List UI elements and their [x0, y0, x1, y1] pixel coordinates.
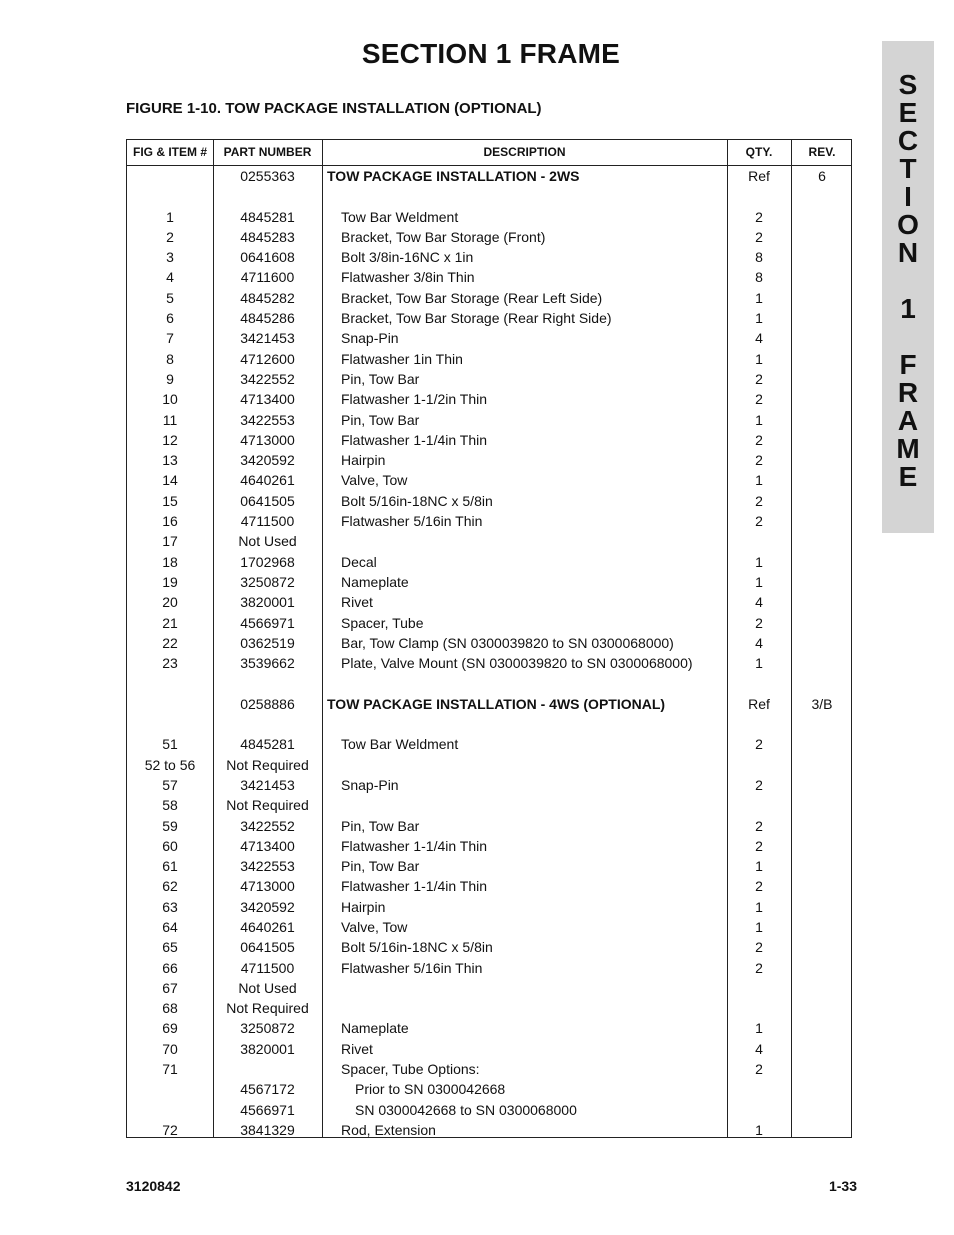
cell-part-number: 4640261	[240, 918, 295, 935]
cell-part-number: 3250872	[240, 1020, 295, 1037]
cell-qty: 1	[755, 1020, 763, 1037]
side-tab-char: C	[897, 125, 919, 156]
cell-description: Flatwasher 3/8in Thin	[341, 269, 475, 286]
cell-fig-item: 60	[162, 837, 178, 854]
header-rev: REV.	[808, 145, 836, 159]
table-row	[127, 876, 851, 896]
cell-fig-item: 3	[166, 249, 174, 266]
cell-qty: 4	[755, 634, 763, 651]
table-row	[127, 470, 851, 490]
table-row	[127, 328, 851, 348]
table-row	[127, 572, 851, 592]
table-row	[127, 288, 851, 308]
cell-fig-item: 62	[162, 878, 178, 895]
side-tab-char: S	[898, 69, 918, 100]
cell-part-number: 3539662	[240, 655, 295, 672]
side-tab-char	[882, 323, 934, 351]
cell-part-number: 4845281	[240, 736, 295, 753]
cell-qty: 2	[755, 452, 763, 469]
cell-fig-item: 2	[166, 228, 174, 245]
cell-part-number: 3421453	[240, 776, 295, 793]
cell-description: Flatwasher 1-1/4in Thin	[341, 431, 488, 448]
cell-part-number: 3422553	[240, 858, 295, 875]
cell-part-number: 4711500	[240, 513, 295, 530]
cell-fig-item: 9	[166, 370, 174, 387]
table-row	[127, 450, 851, 470]
cell-description: Snap-Pin	[341, 330, 399, 347]
cell-fig-item: 7	[166, 330, 174, 347]
cell-description: Flatwasher 1-1/4in Thin	[341, 837, 488, 854]
cell-part-number: 0362519	[240, 634, 295, 651]
cell-description: Pin, Tow Bar	[341, 858, 420, 875]
cell-fig-item: 10	[162, 391, 178, 408]
cell-part-number: 4566971	[240, 1101, 295, 1118]
cell-qty: 2	[755, 776, 763, 793]
cell-fig-item: 72	[162, 1121, 178, 1138]
header-description: DESCRIPTION	[483, 145, 566, 159]
cell-fig-item: 67	[162, 979, 178, 996]
cell-description: Flatwasher 1in Thin	[341, 350, 463, 367]
cell-description: Pin, Tow Bar	[341, 411, 420, 428]
cell-fig-item: 19	[162, 573, 178, 590]
table-row	[127, 1120, 851, 1140]
section-title: SECTION 1 FRAME	[361, 38, 621, 69]
cell-qty: 1	[755, 553, 763, 570]
header-part-number: PART NUMBER	[223, 145, 312, 159]
section-side-tab	[882, 41, 934, 533]
cell-fig-item: 17	[162, 533, 178, 550]
side-tab-char: 1	[900, 293, 916, 324]
cell-qty: 2	[755, 228, 763, 245]
cell-part-number: 4713000	[240, 431, 295, 448]
table-row	[127, 227, 851, 247]
cell-description: Valve, Tow	[341, 918, 408, 935]
cell-qty: 2	[755, 959, 763, 976]
cell-qty: 8	[755, 249, 763, 266]
cell-qty: 2	[755, 939, 763, 956]
table-row	[127, 755, 851, 775]
table-row	[127, 166, 851, 186]
table-row	[127, 511, 851, 531]
side-tab-char: F	[899, 349, 917, 380]
document-number: 3120842	[126, 1178, 181, 1194]
table-row	[127, 998, 851, 1018]
cell-description: Prior to SN 0300042668	[355, 1081, 506, 1098]
cell-description: Spacer, Tube Options:	[341, 1061, 480, 1078]
cell-qty: 1	[755, 411, 763, 428]
cell-qty: 2	[755, 817, 763, 834]
cell-fig-item: 71	[162, 1061, 178, 1078]
cell-fig-item: 65	[162, 939, 178, 956]
cell-description: Tow Bar Weldment	[341, 736, 459, 753]
cell-fig-item: 63	[162, 898, 178, 915]
cell-part-number: 4567172	[240, 1081, 295, 1098]
cell-part-number: 3250872	[240, 573, 295, 590]
cell-qty: 8	[755, 269, 763, 286]
cell-qty: 1	[755, 898, 763, 915]
cell-fig-item: 64	[162, 918, 178, 935]
side-tab-char: N	[897, 237, 919, 268]
cell-qty: 1	[755, 472, 763, 489]
table-row	[127, 897, 851, 917]
cell-qty: 1	[755, 655, 763, 672]
cell-description: Bar, Tow Clamp (SN 0300039820 to SN 0300068000)	[341, 634, 674, 651]
cell-description: Decal	[341, 553, 377, 570]
side-tab-char: R	[897, 377, 919, 408]
table-row	[127, 1018, 851, 1038]
cell-part-number: 4713400	[240, 837, 295, 854]
cell-qty: 2	[755, 370, 763, 387]
table-row	[127, 491, 851, 511]
cell-qty: 4	[755, 330, 763, 347]
cell-part-number: Not Required	[226, 797, 309, 814]
side-tab-char: A	[897, 405, 919, 436]
cell-fig-item: 57	[162, 776, 178, 793]
cell-fig-item: 4	[166, 269, 174, 286]
cell-qty: 2	[755, 492, 763, 509]
side-tab-char: M	[896, 433, 920, 464]
cell-description: Pin, Tow Bar	[341, 370, 420, 387]
cell-qty: 2	[755, 513, 763, 530]
cell-fig-item: 5	[166, 289, 174, 306]
cell-qty: 2	[755, 614, 763, 631]
cell-part-number: 4845286	[240, 310, 295, 327]
cell-fig-item: 18	[162, 553, 178, 570]
cell-description: Hairpin	[341, 898, 386, 915]
table-row	[127, 410, 851, 430]
table-row	[127, 552, 851, 572]
table-header-row	[127, 140, 851, 166]
cell-qty: 1	[755, 1121, 763, 1138]
table-row	[127, 308, 851, 328]
cell-part-number: Not Used	[238, 979, 297, 996]
cell-part-number: Not Used	[238, 533, 297, 550]
table-row	[127, 592, 851, 612]
cell-part-number: 4711500	[240, 959, 295, 976]
table-row	[127, 917, 851, 937]
cell-qty: 1	[755, 289, 763, 306]
cell-fig-item: 68	[162, 1000, 178, 1017]
side-tab-text	[882, 71, 934, 491]
table-row	[127, 389, 851, 409]
table-row	[127, 734, 851, 754]
table-row	[127, 694, 851, 714]
cell-qty: 2	[755, 736, 763, 753]
cell-fig-item: 15	[162, 492, 178, 509]
side-tab-char: T	[899, 153, 917, 184]
cell-part-number: 4566971	[240, 614, 295, 631]
cell-part-number: 0255363	[240, 168, 295, 184]
table-row	[127, 795, 851, 815]
cell-qty: 2	[755, 878, 763, 895]
cell-part-number: Not Required	[226, 1000, 309, 1017]
cell-qty: 2	[755, 431, 763, 448]
table-body	[127, 166, 851, 1140]
cell-part-number: 3422552	[240, 817, 295, 834]
cell-part-number: 3422553	[240, 411, 295, 428]
cell-description: Valve, Tow	[341, 472, 408, 489]
cell-qty: 1	[755, 858, 763, 875]
cell-part-number: 0641505	[240, 939, 295, 956]
table-row	[127, 1079, 851, 1099]
table-row	[127, 653, 851, 673]
cell-description: SN 0300042668 to SN 0300068000	[355, 1101, 577, 1118]
side-tab-char	[882, 267, 934, 295]
cell-qty: Ref	[748, 168, 770, 184]
cell-part-number: 3421453	[240, 330, 295, 347]
cell-qty: 4	[755, 1040, 763, 1057]
cell-fig-item: 6	[166, 310, 174, 327]
cell-qty: 2	[755, 1061, 763, 1078]
table-row	[127, 937, 851, 957]
cell-part-number: 3841329	[240, 1121, 295, 1138]
cell-fig-item: 16	[162, 513, 178, 530]
cell-qty: 2	[755, 208, 763, 225]
table-row	[127, 836, 851, 856]
table-row	[127, 531, 851, 551]
cell-description: Bracket, Tow Bar Storage (Rear Right Side)	[341, 310, 612, 327]
cell-part-number: 0258886	[240, 695, 295, 712]
cell-part-number: 4845281	[240, 208, 295, 225]
page-number: 1-33	[828, 1178, 857, 1194]
cell-description: Flatwasher 1-1/2in Thin	[341, 391, 488, 408]
cell-fig-item: 51	[162, 736, 178, 753]
cell-description: Nameplate	[341, 573, 409, 590]
side-tab-char: E	[898, 97, 918, 128]
cell-description: Pin, Tow Bar	[341, 817, 420, 834]
cell-part-number: 0641505	[240, 492, 295, 509]
table-row	[127, 673, 851, 693]
cell-fig-item: 59	[162, 817, 178, 834]
table-row	[127, 978, 851, 998]
cell-description: Flatwasher 5/16in Thin	[341, 513, 483, 530]
cell-description: Tow Bar Weldment	[341, 208, 459, 225]
cell-qty: 2	[755, 391, 763, 408]
cell-fig-item: 22	[162, 634, 178, 651]
cell-rev: 3/B	[811, 695, 833, 712]
cell-fig-item: 14	[162, 472, 178, 489]
table-row	[127, 958, 851, 978]
cell-part-number: 1702968	[240, 553, 295, 570]
table-row	[127, 775, 851, 795]
cell-description: Bolt 5/16in-18NC x 5/8in	[341, 492, 493, 509]
cell-qty: 1	[755, 573, 763, 590]
cell-description: Rivet	[341, 594, 373, 611]
cell-description: Flatwasher 1-1/4in Thin	[341, 878, 488, 895]
cell-fig-item: 1	[166, 208, 174, 225]
cell-qty: 4	[755, 594, 763, 611]
figure-caption: FIGURE 1-10. TOW PACKAGE INSTALLATION (OPTIONAL)	[126, 100, 542, 117]
table-row	[127, 633, 851, 653]
cell-description: Bracket, Tow Bar Storage (Front)	[341, 228, 546, 245]
table-row	[127, 714, 851, 734]
cell-qty: 1	[755, 350, 763, 367]
cell-fig-item: 20	[162, 594, 178, 611]
cell-fig-item: 8	[166, 350, 174, 367]
cell-fig-item: 21	[162, 614, 178, 631]
table-row	[127, 856, 851, 876]
cell-description: Nameplate	[341, 1020, 409, 1037]
cell-part-number: 4711600	[240, 269, 295, 286]
parts-table	[126, 139, 852, 1138]
table-row	[127, 247, 851, 267]
side-tab-char: I	[904, 181, 912, 212]
table-row	[127, 1100, 851, 1120]
cell-part-number: 3820001	[240, 1040, 295, 1057]
cell-part-number: 3422552	[240, 370, 295, 387]
cell-fig-item: 12	[162, 431, 178, 448]
table-row	[127, 267, 851, 287]
cell-part-number: 3420592	[240, 898, 295, 915]
cell-fig-item: 69	[162, 1020, 178, 1037]
cell-description: TOW PACKAGE INSTALLATION - 2WS	[327, 168, 580, 184]
cell-fig-item: 61	[162, 858, 178, 875]
cell-description: Rod, Extension	[341, 1121, 436, 1138]
cell-description: Bolt 5/16in-18NC x 5/8in	[341, 939, 493, 956]
table-row	[127, 1059, 851, 1079]
header-qty: QTY.	[745, 145, 773, 159]
cell-fig-item: 66	[162, 959, 178, 976]
cell-part-number: 4845282	[240, 289, 295, 306]
cell-part-number: 4640261	[240, 472, 295, 489]
cell-description: Flatwasher 5/16in Thin	[341, 959, 483, 976]
table-row	[127, 430, 851, 450]
cell-description: Hairpin	[341, 452, 386, 469]
table-row	[127, 613, 851, 633]
table-row	[127, 816, 851, 836]
cell-fig-item: 11	[162, 411, 178, 428]
cell-part-number: 3420592	[240, 452, 295, 469]
cell-description: TOW PACKAGE INSTALLATION - 4WS (OPTIONAL)	[327, 695, 666, 712]
cell-part-number: 3820001	[240, 594, 295, 611]
cell-qty: 1	[755, 310, 763, 327]
cell-description: Bracket, Tow Bar Storage (Rear Left Side)	[341, 289, 603, 306]
cell-fig-item: 70	[162, 1040, 178, 1057]
table-row	[127, 207, 851, 227]
header-fig-item: FIG & ITEM #	[132, 145, 207, 159]
cell-fig-item: 13	[162, 452, 178, 469]
table-row	[127, 186, 851, 206]
cell-part-number: 0641608	[240, 249, 295, 266]
cell-qty: 1	[755, 918, 763, 935]
cell-fig-item: 23	[162, 655, 178, 672]
cell-description: Spacer, Tube	[341, 614, 424, 631]
cell-fig-item: 58	[162, 797, 178, 814]
table-row	[127, 349, 851, 369]
cell-qty: Ref	[748, 695, 770, 712]
cell-part-number: 4845283	[240, 228, 295, 245]
cell-fig-item: 52 to 56	[144, 756, 196, 773]
cell-part-number: 4713400	[240, 391, 295, 408]
cell-description: Bolt 3/8in-16NC x 1in	[341, 249, 474, 266]
cell-part-number: 4712600	[240, 350, 295, 367]
cell-description: Plate, Valve Mount (SN 0300039820 to SN 0300068000)	[341, 655, 693, 672]
side-tab-char: E	[898, 461, 918, 492]
side-tab-char: O	[897, 209, 919, 240]
cell-part-number: 4713000	[240, 878, 295, 895]
cell-qty: 2	[755, 837, 763, 854]
table-row	[127, 369, 851, 389]
cell-rev: 6	[818, 168, 826, 184]
cell-description: Rivet	[341, 1040, 373, 1057]
cell-part-number: Not Required	[226, 756, 309, 773]
table-row	[127, 1039, 851, 1059]
cell-description: Snap-Pin	[341, 776, 399, 793]
